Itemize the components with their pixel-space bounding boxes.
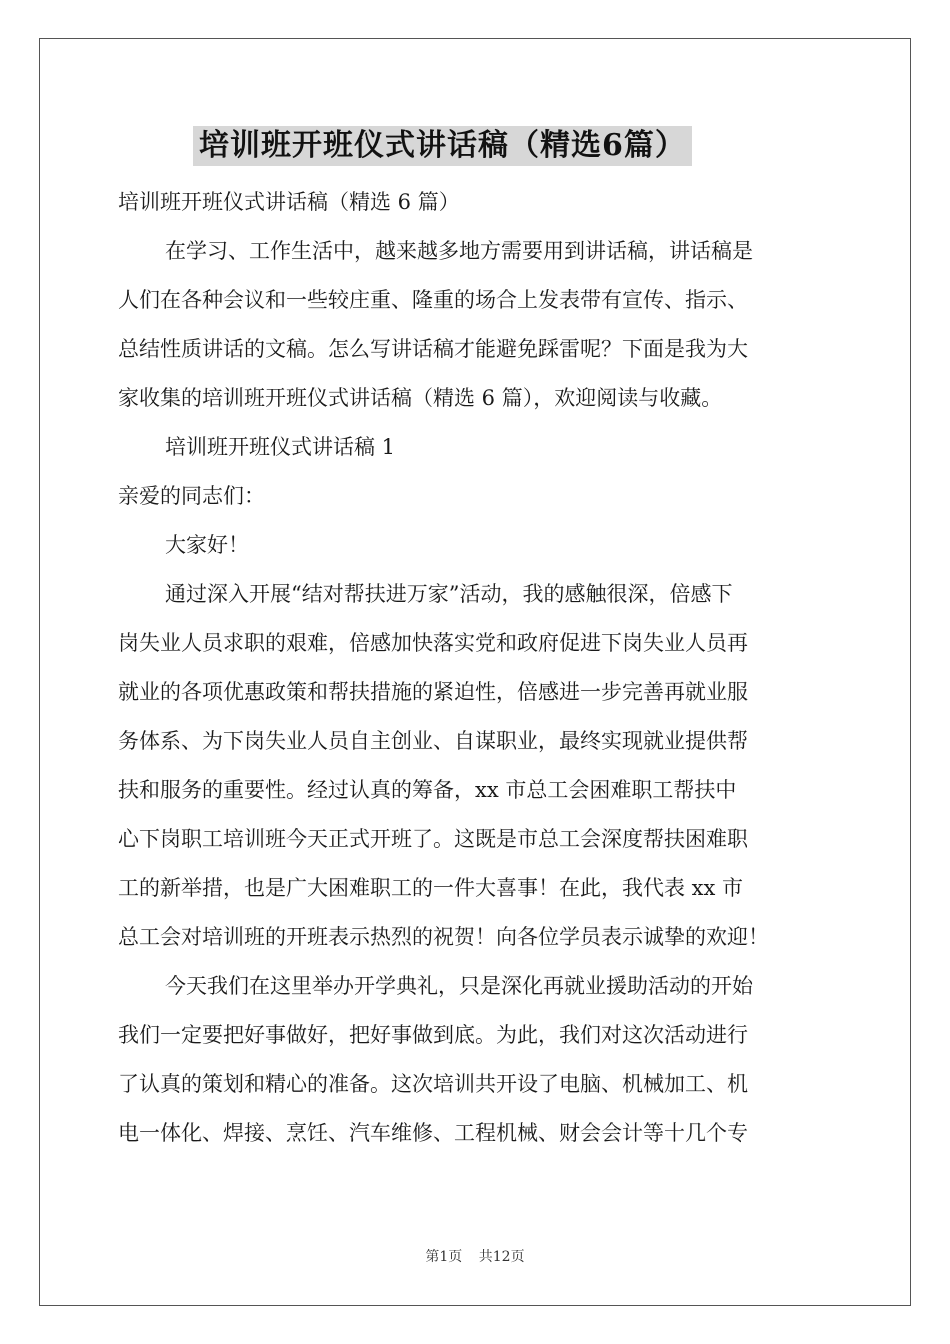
body-text-line: 通过深入开展“结对帮扶进万家”活动，我的感触很深，倍感下 [165,582,733,606]
body-text-line: 大家好！ [165,533,249,557]
body-text-line: 扶和服务的重要性。经过认真的筹备，xx 市总工会困难职工帮扶中 [118,778,737,802]
body-text-line: 总工会对培训班的开班表示热烈的祝贺！向各位学员表示诚挚的欢迎！ [118,925,769,949]
body-text-line: 岗失业人员求职的艰难，倍感加快落实党和政府促进下岗失业人员再 [118,631,748,655]
body-text-line: 就业的各项优惠政策和帮扶措施的紧迫性，倍感进一步完善再就业服 [118,680,748,704]
body-text-line: 人们在各种会议和一些较庄重、隆重的场合上发表带有宣传、指示、 [118,288,748,312]
body-text-line: 我们一定要把好事做好，把好事做到底。为此，我们对这次活动进行 [118,1023,748,1047]
body-text-line: 今天我们在这里举办开学典礼，只是深化再就业援助活动的开始 [165,974,753,998]
body-text-line: 工的新举措，也是广大困难职工的一件大喜事！在此，我代表 xx 市 [118,876,744,900]
document-title: 培训班开班仪式讲话稿（精选6篇） [193,126,692,166]
body-text-line: 在学习、工作生活中，越来越多地方需要用到讲话稿，讲话稿是 [165,239,753,263]
page-total: 共12页 [478,1249,525,1265]
body-text-line: 培训班开班仪式讲话稿 1 [165,435,396,459]
body-text-line: 了认真的策划和精心的准备。这次培训共开设了电脑、机械加工、机 [118,1072,748,1096]
page-footer [0,1246,950,1266]
body-text-line: 电一体化、焊接、烹饪、汽车维修、工程机械、财会会计等十几个专 [118,1121,748,1145]
body-text-line: 总结性质讲话的文稿。怎么写讲话稿才能避免踩雷呢？下面是我为大 [118,337,748,361]
body-text-line: 务体系、为下岗失业人员自主创业、自谋职业，最终实现就业提供帮 [118,729,748,753]
body-text-line: 心下岗职工培训班今天正式开班了。这既是市总工会深度帮扶困难职 [118,827,748,851]
body-text-line: 家收集的培训班开班仪式讲话稿（精选 6 篇），欢迎阅读与收藏。 [118,386,723,410]
page-number: 第1页 [425,1249,463,1265]
document-body [118,178,838,1158]
body-text-line: 亲爱的同志们： [118,484,265,508]
body-text-line: 培训班开班仪式讲话稿（精选 6 篇） [118,190,460,214]
